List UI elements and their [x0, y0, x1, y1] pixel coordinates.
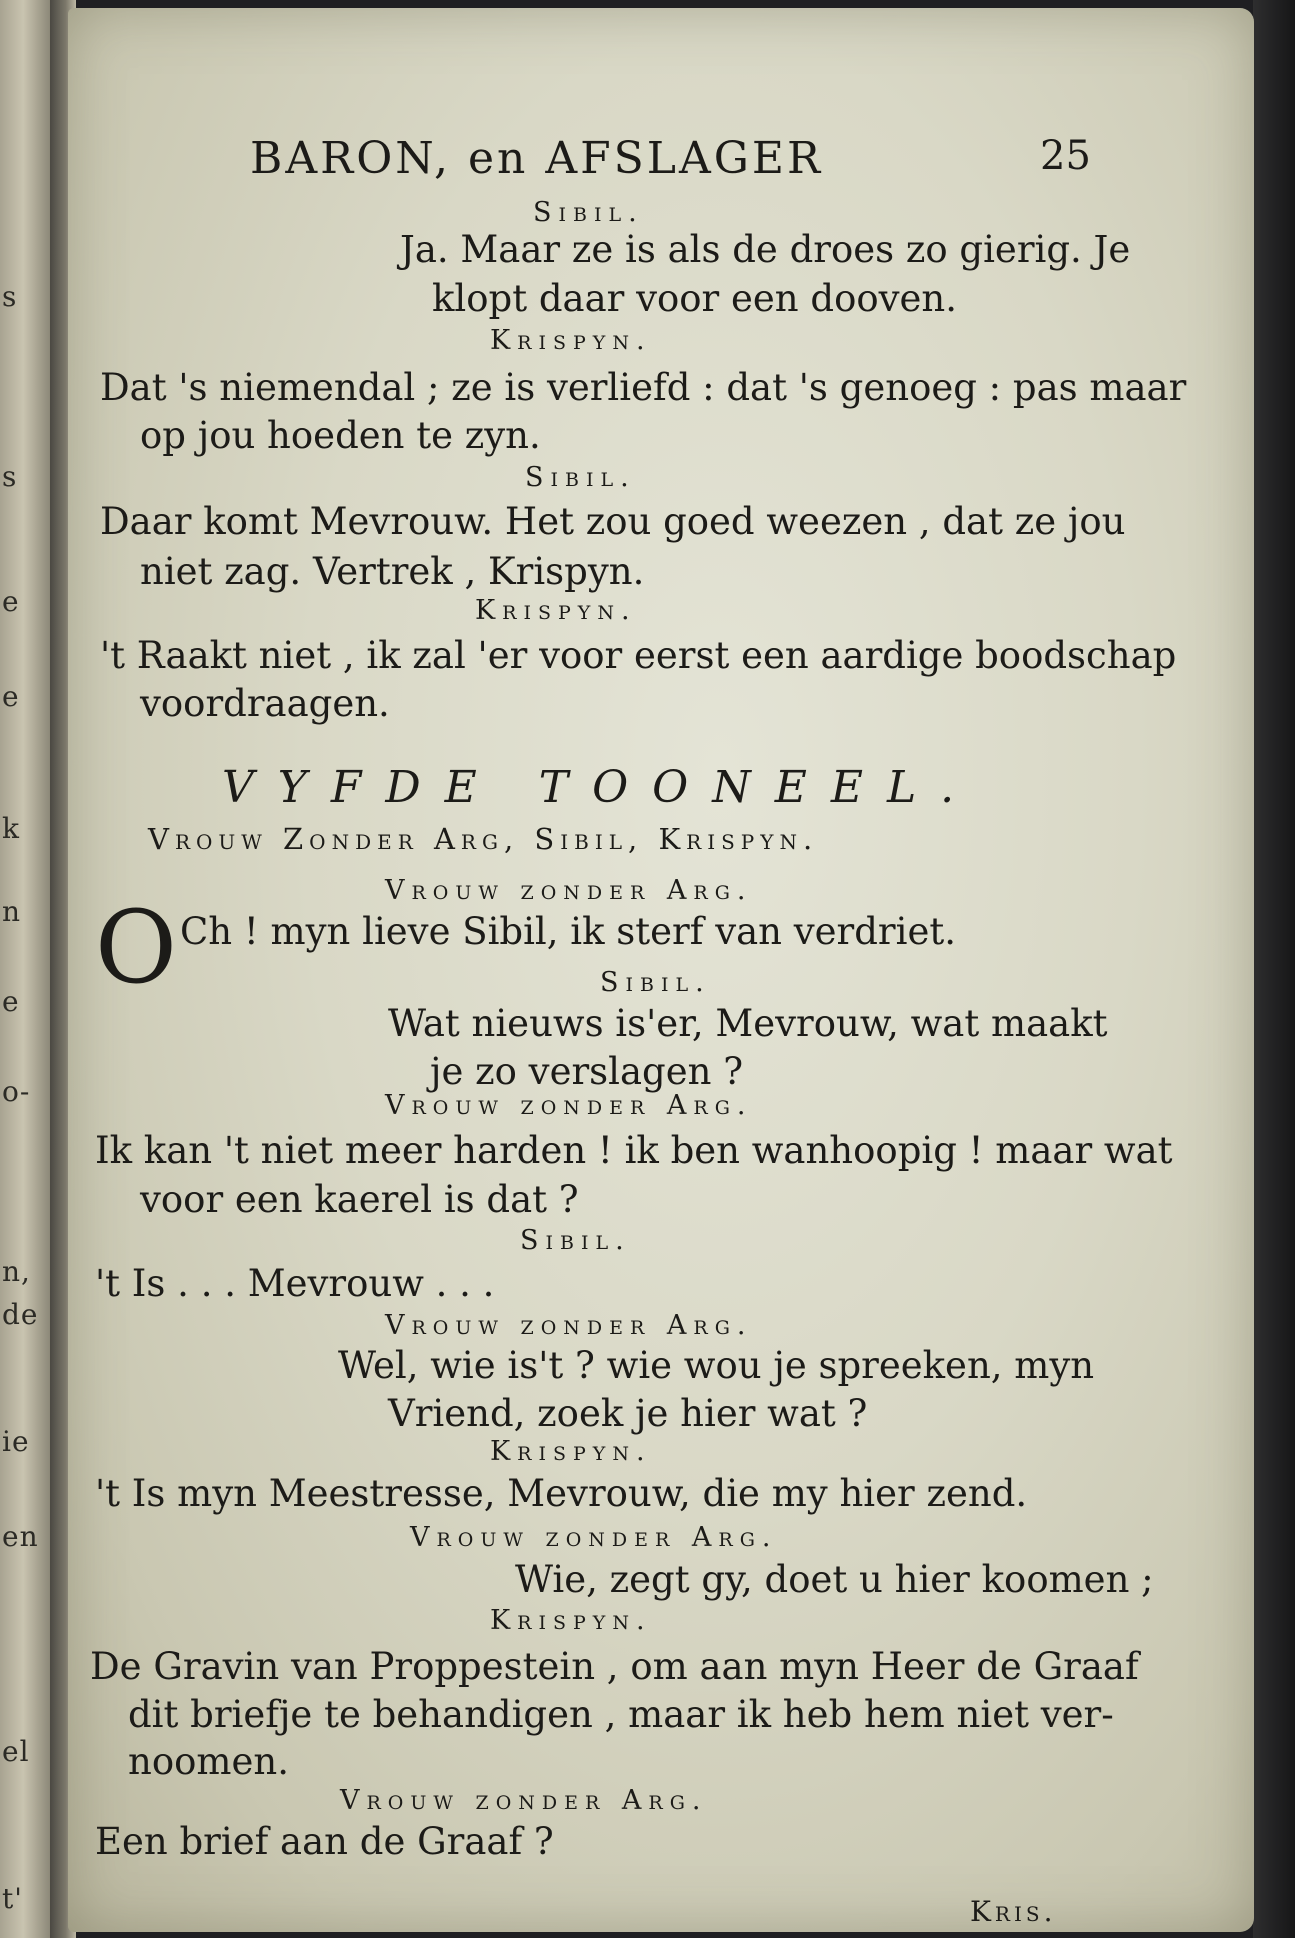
- text-line: Wel, wie is't ? wie wou je spreeken, myn: [338, 1344, 1095, 1387]
- text-line: voordraagen.: [140, 682, 390, 725]
- spine-fragment: e: [2, 985, 20, 1018]
- scene-heading: VYFDE TOONEEL.: [222, 762, 979, 813]
- text-line: Daar komt Mevrouw. Het zou goed weezen , dat ze jou: [100, 500, 1126, 543]
- catchword: Kris.: [970, 1895, 1057, 1928]
- text-line: voor een kaerel is dat ?: [140, 1178, 579, 1221]
- spine-fragment: n: [2, 895, 22, 928]
- spine-fragment: en: [2, 1520, 39, 1553]
- spine-fragment: s: [2, 460, 18, 493]
- spine-fragment: t': [2, 1882, 23, 1915]
- speaker-name: Vrouw zonder Arg.: [385, 1310, 753, 1341]
- background-edge: [1253, 0, 1295, 1938]
- spine-fragment: n,: [2, 1255, 31, 1288]
- text-line: 't Is myn Meestresse, Mevrouw, die my hier zend.: [95, 1472, 1028, 1515]
- text-line: Een brief aan de Graaf ?: [95, 1820, 554, 1863]
- text-line: dit briefje te behandigen , maar ik heb hem niet ver-: [128, 1693, 1114, 1736]
- text-line: niet zag. Vertrek , Krispyn.: [140, 550, 645, 593]
- speaker-name: Sibil.: [533, 197, 644, 228]
- speaker-name: Sibil.: [525, 462, 636, 493]
- speaker-name: Krispyn.: [490, 1605, 652, 1636]
- speaker-name: Krispyn.: [490, 325, 652, 356]
- text-line: Ch ! myn lieve Sibil, ik sterf van verdriet.: [180, 910, 956, 953]
- cast-list: Vrouw Zonder Arg, Sibil, Krispyn.: [148, 822, 819, 856]
- text-line: klopt daar voor een dooven.: [432, 277, 958, 320]
- speaker-name: Krispyn.: [475, 595, 637, 626]
- text-line: Dat 's niemendal ; ze is verliefd : dat 's genoeg : pas maar: [100, 366, 1187, 409]
- spine-fragment: o-: [2, 1075, 31, 1108]
- text-line: je zo verslagen ?: [430, 1050, 744, 1093]
- text-line: De Gravin van Proppestein , om aan myn Heer de Graaf: [90, 1645, 1139, 1688]
- text-line: Wat nieuws is'er, Mevrouw, wat maakt: [388, 1002, 1108, 1045]
- speaker-name: Vrouw zonder Arg.: [385, 1090, 753, 1121]
- spine-fragment: de: [2, 1298, 39, 1331]
- text-line: 't Raakt niet , ik zal 'er voor eerst een aardige boodschap: [100, 634, 1177, 677]
- spine-fragment: el: [2, 1735, 30, 1768]
- speaker-name: Vrouw zonder Arg.: [410, 1522, 778, 1553]
- running-head: BARON, en AFSLAGER: [250, 133, 824, 184]
- spine-fragment: e: [2, 680, 20, 713]
- text-line: Ik kan 't niet meer harden ! ik ben wanhoopig ! maar wat: [95, 1129, 1173, 1172]
- speaker-name: Sibil.: [600, 967, 711, 998]
- spine-fragment: k: [2, 812, 20, 845]
- text-line: 't Is . . . Mevrouw . . .: [95, 1262, 495, 1305]
- text-line: Wie, zegt gy, doet u hier koomen ;: [515, 1558, 1154, 1601]
- text-line: Vriend, zoek je hier wat ?: [388, 1392, 868, 1435]
- speaker-name: Sibil.: [520, 1225, 631, 1256]
- speaker-name: Vrouw zonder Arg.: [340, 1785, 708, 1816]
- text-line: op jou hoeden te zyn.: [140, 414, 541, 457]
- spine-fragment: ie: [2, 1425, 30, 1458]
- drop-cap: O: [95, 889, 177, 1006]
- speaker-name: Vrouw zonder Arg.: [385, 875, 753, 906]
- text-line: noomen.: [128, 1740, 289, 1783]
- text-line: Ja. Maar ze is als de droes zo gierig. Je: [400, 228, 1131, 271]
- spine-fragment: s: [2, 280, 18, 313]
- page-number: 25: [1040, 133, 1091, 179]
- speaker-name: Krispyn.: [490, 1436, 652, 1467]
- spine-fragment: e: [2, 585, 20, 618]
